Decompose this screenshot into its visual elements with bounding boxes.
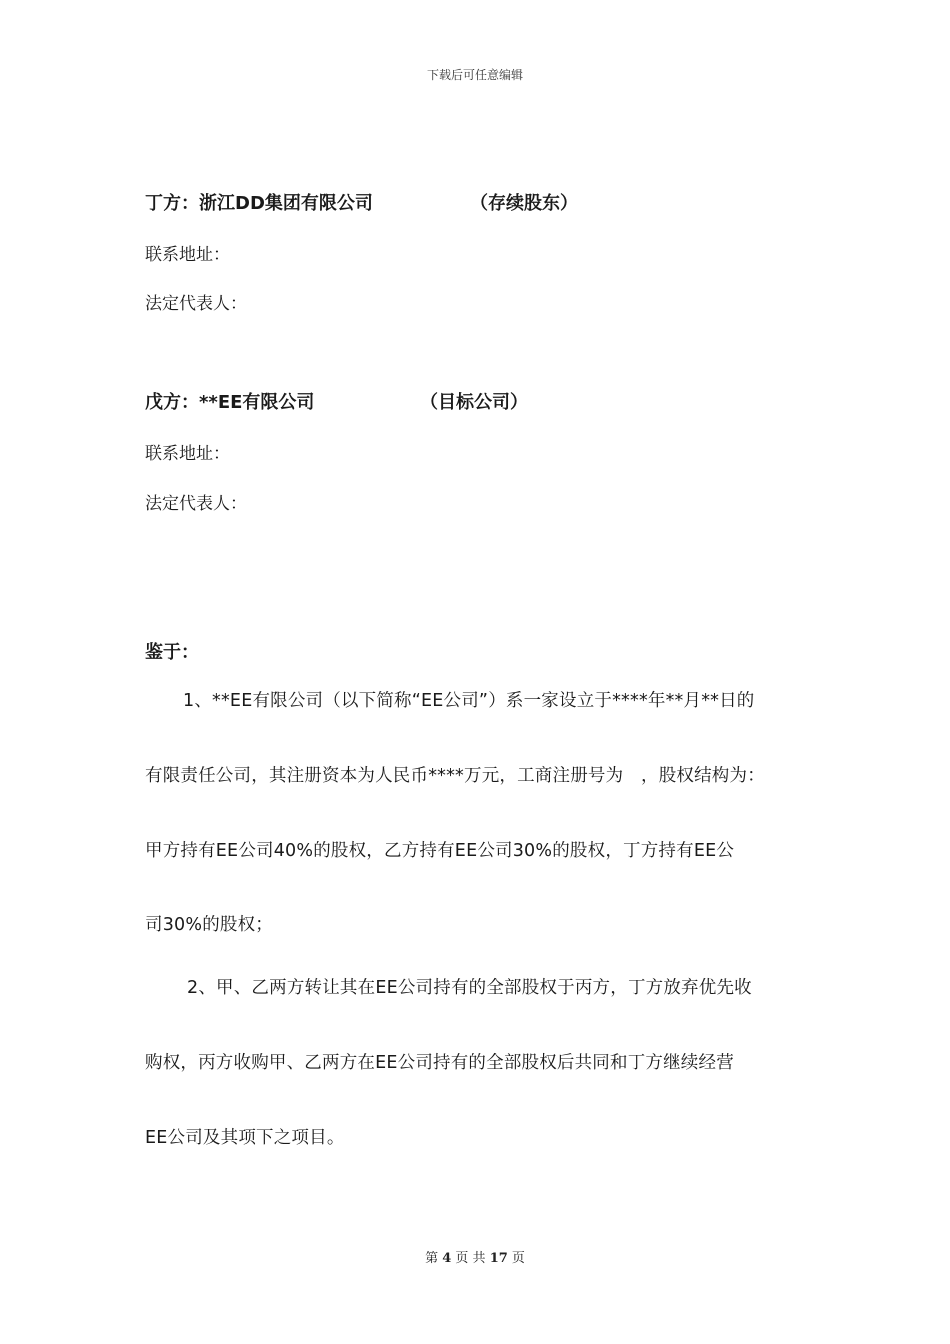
party-e-address-label: 联系地址： <box>145 444 230 464</box>
whereas-p1-line-2: 有限责任公司，其注册资本为人民币****万元，工商注册号为 ，股权结构为： <box>145 766 765 786</box>
whereas-p2-line-1: 2、甲、乙两方转让其在EE公司持有的全部股权于丙方，丁方放弃优先收 <box>187 978 752 998</box>
party-d-role: （存续股东） <box>470 193 578 214</box>
whereas-p2-line-3: EE公司及其项下之项目。 <box>145 1128 345 1148</box>
party-e-rep-label: 法定代表人： <box>145 494 247 514</box>
footer-total-pages: 17 <box>489 1251 508 1266</box>
whereas-p1-line-4: 司30%的股权； <box>145 915 273 935</box>
footer-suffix: 页 <box>511 1251 525 1266</box>
whereas-heading: 鉴于： <box>145 642 199 663</box>
whereas-p2-line-2: 购权，丙方收购甲、乙两方在EE公司持有的全部股权后共同和丁方继续经营 <box>145 1053 734 1073</box>
party-d-rep-label: 法定代表人： <box>145 294 247 314</box>
footer-mid: 页 共 <box>455 1251 486 1266</box>
footer-prefix: 第 <box>425 1251 439 1266</box>
whereas-p1-line-1: 1、**EE有限公司（以下简称“EE公司”）系一家设立于****年**月**日的 <box>183 691 755 711</box>
footer-page-number: 4 <box>442 1251 452 1266</box>
page-footer <box>0 1247 950 1266</box>
header-note: 下载后可任意编辑 <box>426 68 523 82</box>
party-d-title: 丁方：浙江DD集团有限公司 <box>145 193 373 214</box>
whereas-p1-line-3: 甲方持有EE公司40%的股权，乙方持有EE公司30%的股权，丁方持有EE公 <box>145 841 735 861</box>
party-e-title: 戊方：**EE有限公司 <box>145 392 315 413</box>
party-d-address-label: 联系地址： <box>145 245 230 265</box>
party-e-role: （目标公司） <box>420 392 528 413</box>
